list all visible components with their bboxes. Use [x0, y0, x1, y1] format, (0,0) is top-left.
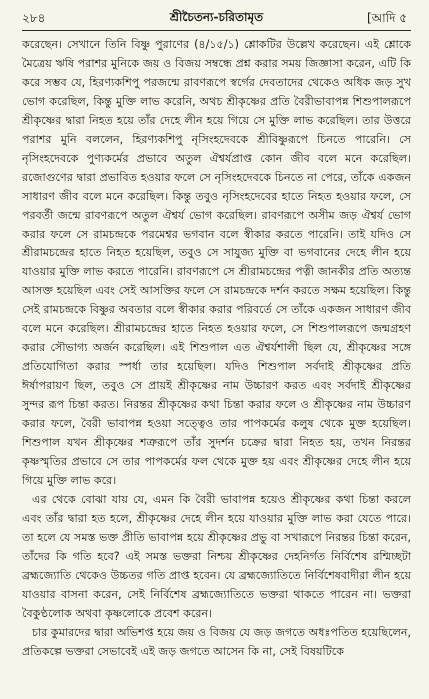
paragraph-3: চার কুমারদের দ্বারা অভিশপ্ত হয়ে জয় ও বিজয় যে জড় জগতে অধঃপতিত হয়েছিলেন, প্রতিকল্পে ভক্তরা সেভাবেই এই জড় জগতে আসেন কি না, সেই বিষয়টিকে — [22, 625, 411, 658]
running-title: শ্রীচৈতন্য-চরিতামৃত — [169, 10, 264, 24]
paragraph-2: এর থেকে বোঝা যায় যে, এমন কি বৈরী ভাবাপন্ন হয়েও শ্রীকৃষ্ণের কথা চিন্তা করলে এবং তাঁর দ্বারা হত হলে, শ্রীকৃষ্ণের দেহে লীন হয়ে যাওয়ার মুক্তি লাভ করা যেতে পারে। তা হলে যে সমস্ত ভক্ত প্রীতি ভাবাপন্ন হয়ে শ্রীকৃষ্ণের প্রভু বা সখারূপে নিরন্তর চিন্তা করেন, তাঁদের কি গতি হবে? এই সমস্ত ভক্তরা নিশ্চয় শ্রীকৃষ্ণের দেহনির্গত নির্বিশেষ রশ্মিচ্ছটা ব্রহ্মজ্যোতি থেকেও উচ্চতর গতি প্রাপ্ত হবেন। যে ব্রহ্মজ্যোতিতে নির্বিশেষবাদীরা লীন হয়ে যাওয়ার বাসনা করেন, সেই নির্বিশেষ ব্রহ্মজ্যোতিতে ভক্তরা থাকতে পারেন না। ভক্তরা বৈকুণ্ঠলোক অথবা কৃষ্ণলোকে প্রবেশ করেন। — [22, 492, 411, 620]
purport-text — [22, 36, 411, 661]
chapter-reference: [আদি ৫ — [366, 11, 407, 25]
page-number: ২৮৪ — [22, 11, 46, 25]
page-header — [22, 8, 411, 31]
paragraph-1: করেছেন। সেখানে তিনি বিষ্ণু পুরাণের (৪/১৫/১) শ্লোকটির উল্লেখ করেছেন। এই শ্লোকে মৈত্রেয় ঋষি পরাশর মুনিকে জয় ও বিজয় সম্বন্ধে প্রশ্ন করার সময় জিজ্ঞাসা করেন, এটি কি করে সম্ভব যে, হিরণ্যকশিপু পরজন্মে রাবণরূপে স্বর্গের দেবতাদের থেকেও অধিক জড় সুখ ভোগ করেছিল, কিন্তু মুক্তি লাভ করেনি, অথচ শ্রীকৃষ্ণের প্রতি বৈরীভাবাপন্ন শিশুপালরূপে শ্রীকৃষ্ণের দ্বারা নিহত হয়ে তাঁর দেহে লীন হয়ে গিয়ে সে মুক্তি লাভ করেছিল। তার উত্তরে পরাশর মুনি বললেন, হিরণ্যকশিপু নৃসিংহদেবকে শ্রীবিষ্ণুরূপে চিনতে পারেনি। সে নৃসিংহদেবকে পুণ্যকর্মের প্রভাবে অতুল ঐশ্বর্যপ্রাপ্ত কোন জীব বলে মনে করেছিল। রজোগুণের দ্বারা প্রভাবিত হওয়ার ফলে সে নৃসিংহদেবকে চিনতে না পেরে, তাঁকে একজন সাধারণ জীব বলে মনে করেছিল। কিন্তু তবুও নৃসিংহদেবের হাতে নিহত হওয়ার ফলে, সে পরবর্তী জন্মে রাবণরূপে অতুল ঐশ্বর্য ভোগ করেছিল। রাবণরূপে অসীম জড় ঐশ্বর্য ভোগ করার ফলে সে রামচন্দ্রকে পরমেশ্বর ভগবান বলে স্বীকার করতে পারেনি। তাই যদিও সে শ্রীরামচন্দ্রের হাতে নিহত হয়েছিল, তবুও সে সাযুজ্য মুক্তি বা ভগবানের দেহে লীন হয়ে যাওয়ার মুক্তি লাভ করতে পারেনি। রাবণরূপে সে শ্রীরামচন্দ্রের পত্নী জানকীর প্রতি অত্যন্ত আসক্ত হয়েছিল এবং সেই আসক্তির ফলে সে রামচন্দ্রকে দর্শন করতে সক্ষম হয়েছিল। কিন্তু সেই রামচন্দ্রকে বিষ্ণুর অবতার বলে স্বীকার করার পরিবর্তে সে তাঁকে একজন সাধারণ জীব বলে মনে করেছিল। শ্রীরামচন্দ্রের হাতে নিহত হওয়ার ফলে, সে শিশুপালরূপে জন্মগ্রহণ করার সৌভাগ্য অর্জন করেছিল। এই শিশুপাল এত ঐশ্বর্যশালী ছিল যে, শ্রীকৃষ্ণের সঙ্গে প্রতিযোগিতা করার স্পর্ধা তার হয়েছিল। যদিও শিশুপাল সর্বদাই শ্রীকৃষ্ণের প্রতি ঈর্ষাপরায়ণ ছিল, তবুও সে প্রায়ই শ্রীকৃষ্ণের নাম উচ্চারণ করত এবং সর্বদাই শ্রীকৃষ্ণের সুন্দর রূপ চিন্তা করত। নিরন্তর শ্রীকৃষ্ণের কথা চিন্তা করার ফলে ও শ্রীকৃষ্ণের নাম উচ্চারণ করার ফলে, বৈরী ভাবাপন্ন হওয়া সত্ত্বেও তার পাপকর্মের কলুষ থেকে মুক্ত হয়েছিল। শিশুপাল যখন শ্রীকৃষ্ণের শত্রুরূপে তাঁর সুদর্শন চক্রের দ্বারা নিহত হয়, তখন নিরন্তর কৃষ্ণস্মৃতির প্রভাবে সে তার পাপকর্মের ফল থেকে মুক্ত হয় এবং শ্রীকৃষ্ণের দেহে লীন হয়ে গিয়ে মুক্তি লাভ করে। — [22, 38, 411, 487]
